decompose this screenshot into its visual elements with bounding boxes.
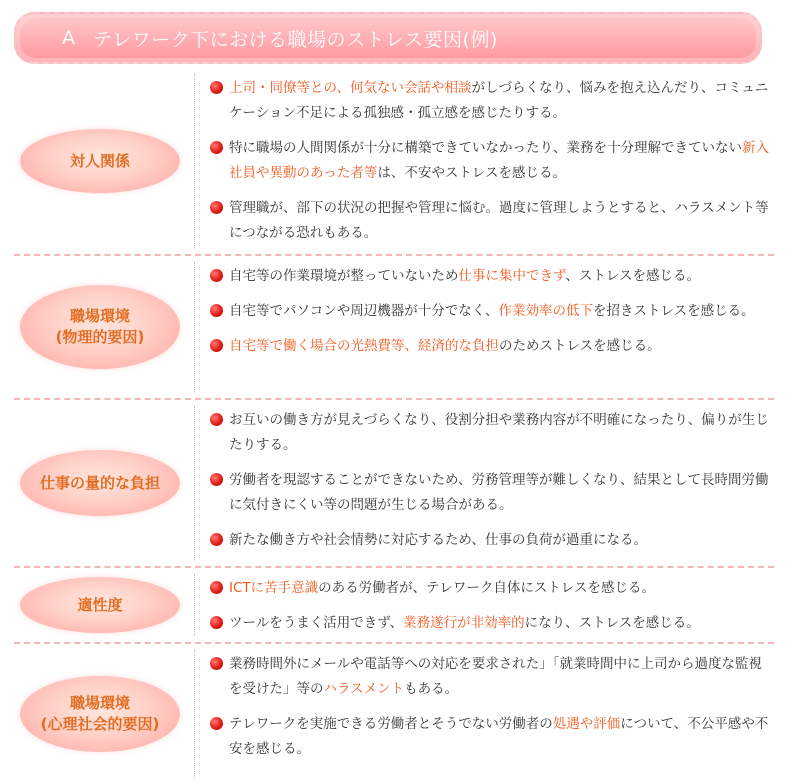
category-badge [20,676,180,752]
factor-text [229,196,774,246]
red-bullet-icon [210,533,223,546]
factor-row [14,254,774,398]
text-segment: 業務時間外にメールや電話等への対応を要求された」「就業時間中に上司から過度な監視を受けた」等の [229,656,762,697]
highlighted-phrase: 作業効率の低下 [498,303,593,319]
column-divider [194,574,195,636]
highlighted-phrase: 仕事に集中できず [458,268,566,284]
text-segment: 、ストレスを感じる。 [565,268,701,284]
text-segment: がしづらくなり、悩みを抱え込んだり、コミュニケーション不足による孤独感・孤立感を感じたりする。 [229,80,769,121]
factor-row [14,566,774,642]
text-segment: について、不公平感や不安を感じる。 [229,716,769,757]
category-label: 仕事の量的な負担 [39,473,160,492]
factor-text [229,611,700,636]
red-bullet-icon [210,413,223,426]
factor-text [229,652,774,702]
red-bullet-icon [210,616,223,629]
column-divider [194,74,195,248]
factor-text [229,576,655,601]
factor-item [210,299,774,324]
highlighted-phrase: ハラスメント [323,681,405,697]
column-divider [194,262,195,392]
red-bullet-icon [210,141,223,154]
text-segment: のためストレスを感じる。 [499,338,661,354]
factor-item [210,611,774,636]
text-segment: ツールをうまく活用できず、 [229,615,404,631]
factor-item [210,528,774,553]
factor-item [210,196,774,246]
factor-item [210,576,774,601]
factor-item [210,136,774,186]
text-segment: 特に職場の人間関係が十分に構築できていなかったり、業務を十分理解できていない [229,140,742,156]
factor-list [210,68,774,254]
factor-text [229,528,647,553]
highlighted-phrase: 新入社員や異動のあった者等 [229,140,769,181]
red-bullet-icon [210,269,223,282]
text-segment: 管理職が、部下の状況の把握や管理に悩む。過度に管理しようとすると、ハラスメント等につながる恐れもある。 [229,200,769,241]
text-segment: 自宅等でパソコンや周辺機器が十分でなく、 [229,303,499,319]
red-bullet-icon [210,201,223,214]
factor-list [210,568,774,644]
section-label: A [62,27,75,49]
section-title: テレワーク下における職場のストレス要因(例) [93,28,498,51]
category-label: 適性度 [77,595,123,614]
factor-list [210,400,774,561]
highlighted-phrase: ICTに苦手意識 [229,580,319,596]
red-bullet-icon [210,717,223,730]
factor-text [229,408,774,458]
factor-item [210,408,774,458]
text-segment: になり、ストレスを感じる。 [524,615,700,631]
column-divider [194,650,195,778]
red-bullet-icon [210,581,223,594]
text-segment: 新たな働き方や社会情勢に対応するため、仕事の負荷が過重になる。 [229,532,647,548]
factor-list [210,644,774,770]
factor-item [210,468,774,518]
text-segment: は、不安やストレスを感じる。 [377,165,566,181]
category-label: 職場環境 (心理社会的要因) [40,694,160,733]
highlighted-phrase: 上司・同僚等との、何気ない会話や相談 [229,80,472,96]
text-segment: のある労働者が、テレワーク自体にストレスを感じる。 [318,580,655,596]
factor-text [229,712,774,762]
category-badge [20,577,180,633]
category-label: 職場環境 (物理的要因) [55,307,145,346]
factor-item [210,76,774,126]
factor-item [210,334,774,359]
red-bullet-icon [210,339,223,352]
highlighted-phrase: 業務遂行が非効率的 [403,615,525,631]
red-bullet-icon [210,304,223,317]
factor-text [229,264,700,289]
category-badge [20,285,180,369]
factor-row [14,642,774,784]
text-segment: テレワークを実施できる労働者とそうでない労働者の [229,716,553,732]
factor-text [229,299,755,324]
factor-text [229,136,774,186]
category-badge [20,450,180,516]
factor-text [229,334,661,359]
text-segment: 労働者を現認することができないため、労務管理等が難しくなり、結果として長時間労働に気付きにくい等の問題が生じる場合がある。 [229,472,769,513]
red-bullet-icon [210,81,223,94]
highlighted-phrase: 処遇や評価 [552,716,621,732]
factor-text [229,76,774,126]
highlighted-phrase: 自宅等で働く場合の光熱費等、経済的な負担 [229,338,499,354]
section-header [14,12,762,64]
factor-list [210,256,774,367]
factor-row [14,398,774,566]
text-segment: もある。 [404,681,459,697]
category-label: 対人関係 [69,151,130,170]
red-bullet-icon [210,473,223,486]
text-segment: 自宅等の作業環境が整っていないため [229,268,459,284]
factor-item [210,652,774,702]
text-segment: を招きストレスを感じる。 [592,303,755,319]
factor-row [14,68,774,254]
stress-factor-table [14,68,774,784]
text-segment: お互いの働き方が見えづらくなり、役割分担や業務内容が不明確になったり、偏りが生じたりする。 [229,412,769,453]
red-bullet-icon [210,657,223,670]
factor-text [229,468,774,518]
category-badge [20,129,180,193]
factor-item [210,264,774,289]
factor-item [210,712,774,762]
column-divider [194,406,195,560]
